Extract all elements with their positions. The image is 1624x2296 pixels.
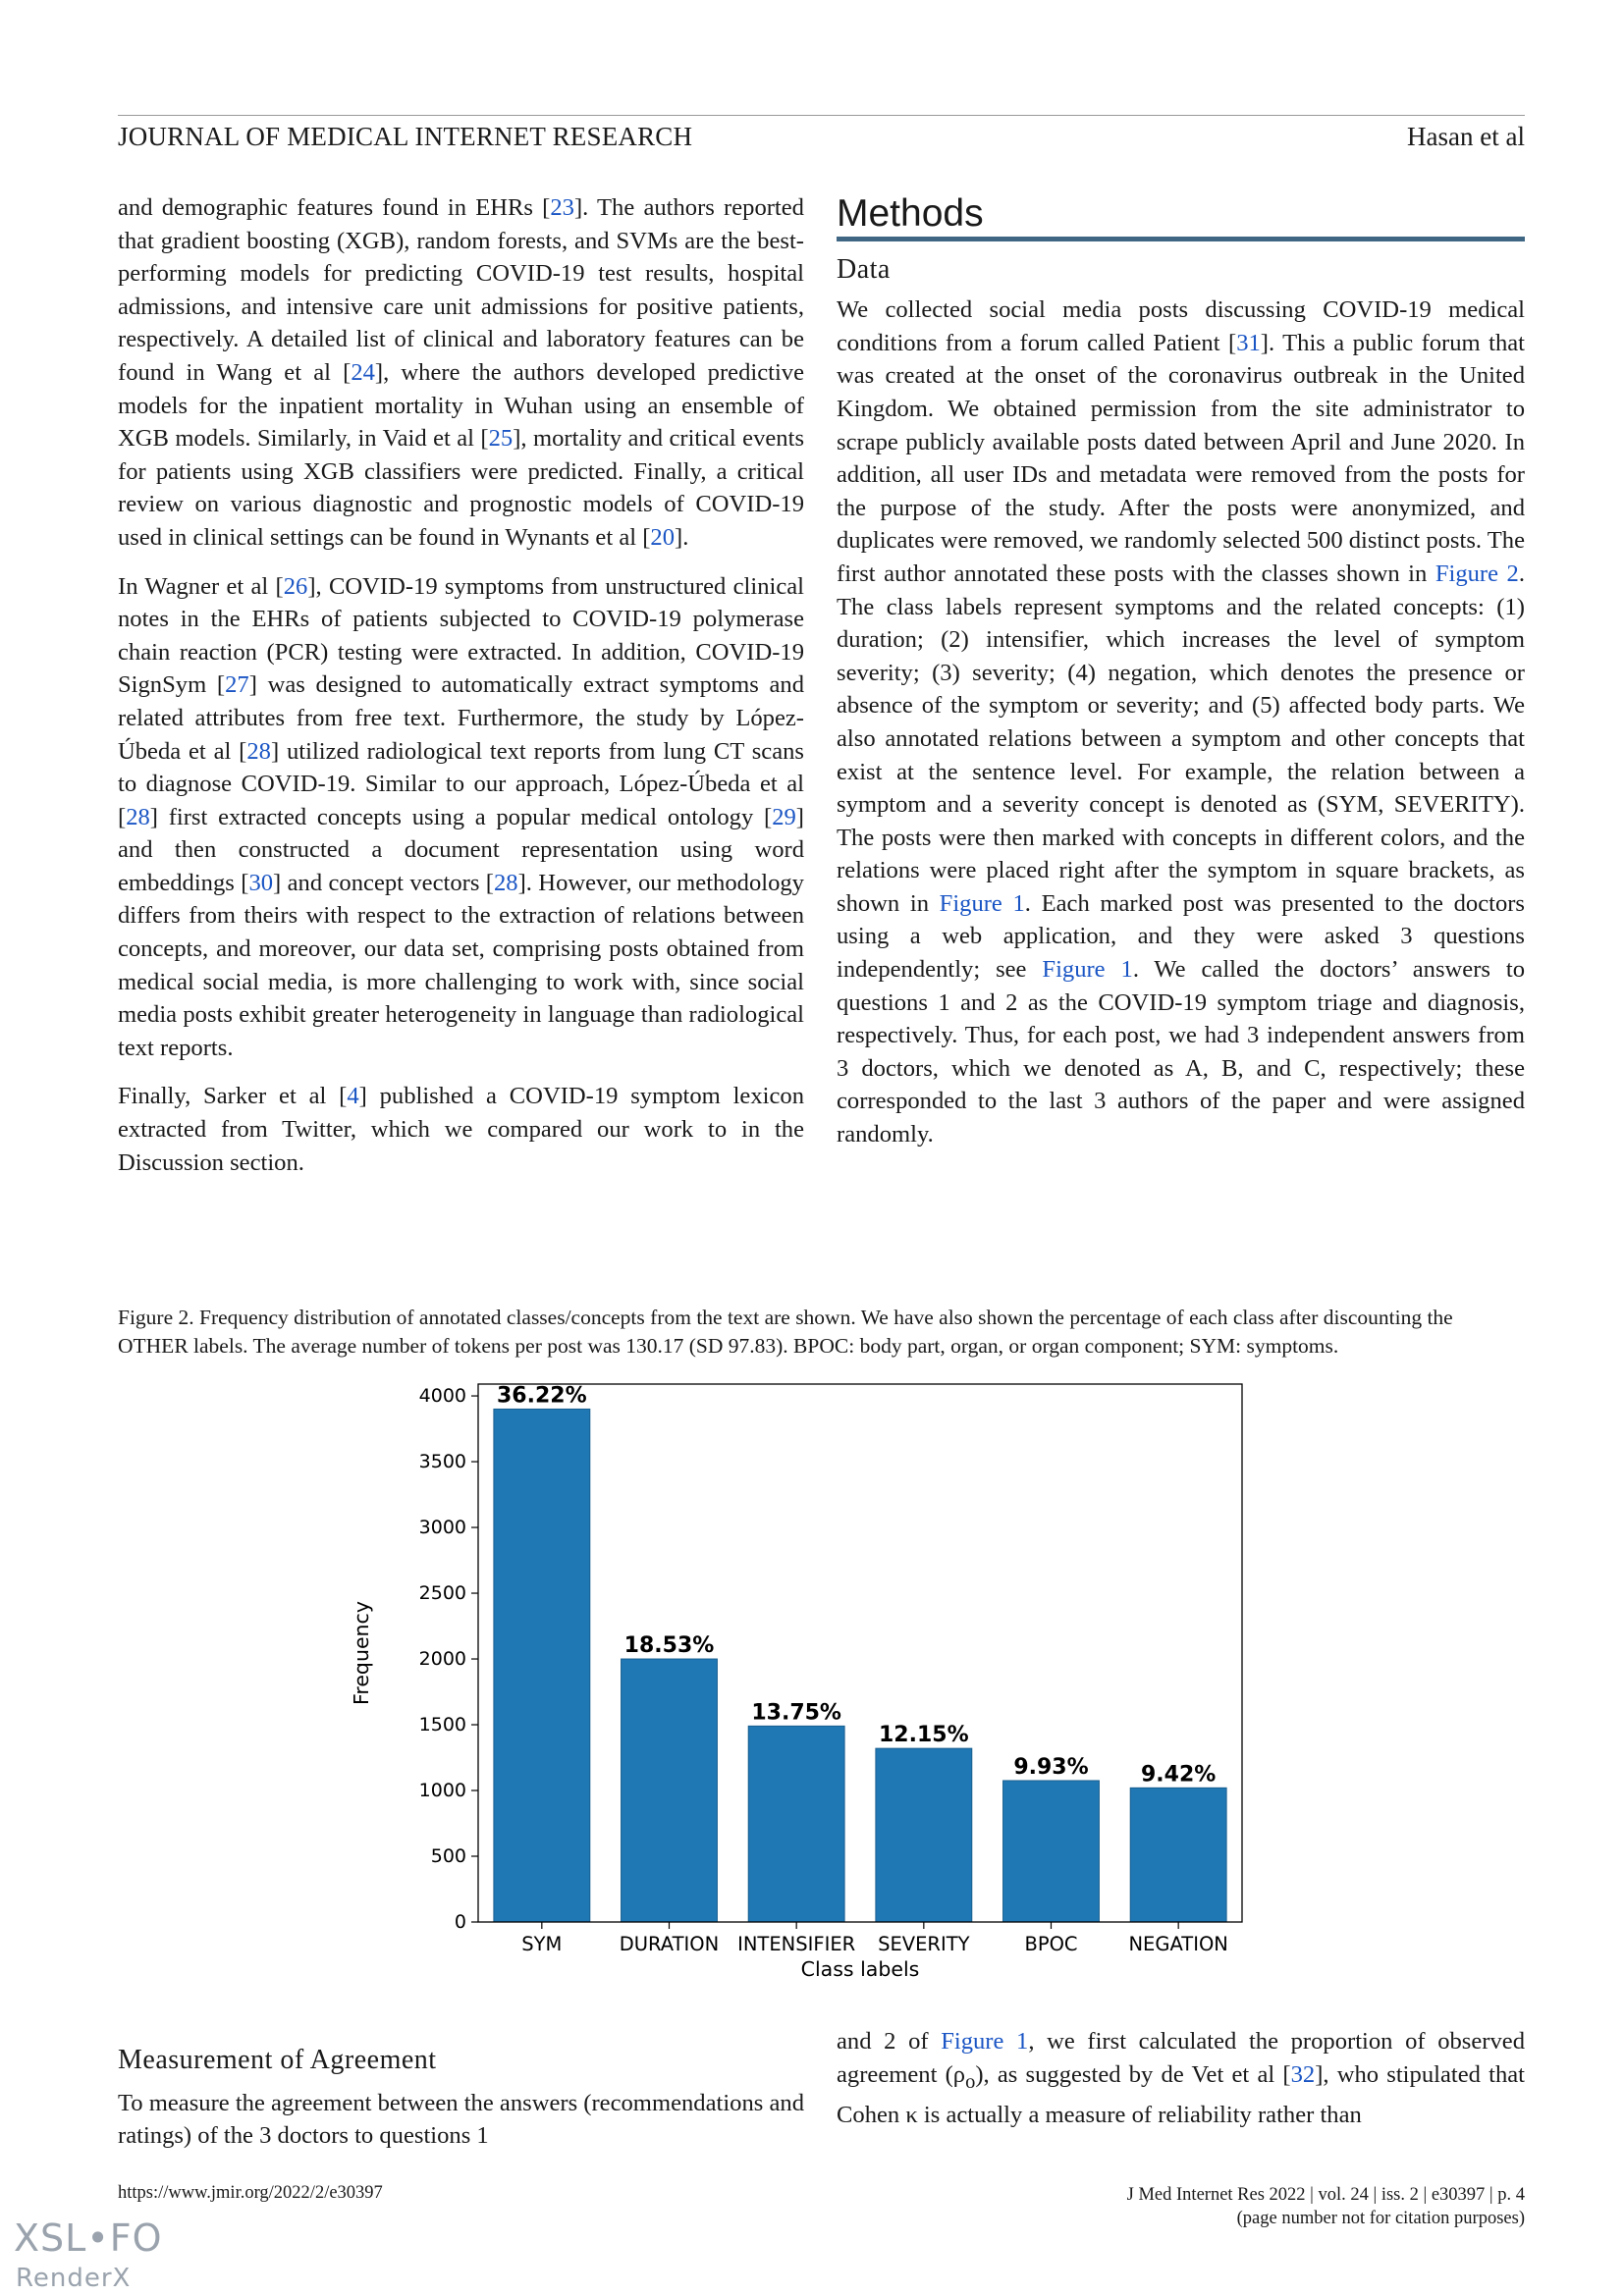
- text-run: ], who stipulated that Cohen κ is actually a measure of reliability rather than: [837, 2060, 1525, 2129]
- subscript: o: [965, 2070, 976, 2093]
- footer-citation: [1127, 2183, 1525, 2230]
- bar: [622, 1659, 718, 1922]
- text-run: . We called the doctors’ answers to questions 1 and 2 as the COVID-19 symptom triage and diagnosis, respectively. Thus, for each post, we had 3 independent answers from 3 doctors, which we denoted as A, B, and C, respectively; these corresponded to the last 3 authors of the paper and were assigned randomly.: [837, 956, 1526, 1148]
- x-tick-label: SYM: [521, 1933, 563, 1955]
- text-run: ), as suggested by de Vet et al [: [975, 2060, 1291, 2088]
- figure-caption: Figure 2. Frequency distribution of annotated classes/concepts from the text are shown. We have also shown the percentage of each class after discounting the OTHER labels. The average number of tokens per post was 130.17 (SD 97.83). BPOC: body part, organ, or organ component; SYM: symptoms.: [118, 1306, 1453, 1358]
- y-tick-label: 2500: [418, 1582, 466, 1605]
- subsection-title-data: Data: [837, 253, 891, 285]
- y-axis-label: Frequency: [350, 1601, 373, 1705]
- text-run: Finally, Sarker et al [: [118, 1083, 348, 1110]
- reference-link[interactable]: 28: [493, 869, 518, 896]
- y-tick-label: 2000: [418, 1648, 466, 1671]
- header-rule: [118, 115, 1525, 116]
- data-label: 18.53%: [623, 1633, 715, 1659]
- text-run: In Wagner et al [: [118, 572, 284, 600]
- text-run: ], COVID-19 symptoms from unstructured clinical notes in the EHRs of patients subjected to COVID-19 polymerase chain reaction (PCR) testing were extracted. In addition, COVID-19 SignSym [: [118, 572, 804, 699]
- reference-link[interactable]: Figure 1: [1042, 956, 1133, 984]
- data-label: 9.93%: [1013, 1754, 1089, 1780]
- data-label: 36.22%: [497, 1383, 587, 1409]
- section-title-methods: Methods: [837, 197, 1525, 241]
- paragraph: [118, 570, 804, 1065]
- citation-line: J Med Internet Res 2022 | vol. 24 | iss. 2 | e30397 | p. 4: [1126, 2185, 1525, 2205]
- text-run: and demographic features found in EHRs [: [118, 194, 551, 221]
- text-run: ]. However, our methodology differs from theirs with respect to the extraction of relations between concepts, and moreover, our data set, comprising posts obtained from medical social media, is more challenging to work with, since social media posts exhibit greater heterogeneity in language than radiological text reports.: [118, 869, 804, 1061]
- y-tick-label: 3500: [418, 1451, 466, 1473]
- paragraph: [118, 2087, 804, 2153]
- paragraph: [118, 1080, 804, 1179]
- text-run: . The class labels represent symptoms and the related concepts: (1) duration; (2) intensifier, which increases the level of symptom severity; (3) severity; (4) negation, which denotes the presence or absence of the symptom or severity; and (5) affected body parts. We also annotated relations between a symptom and other concepts that exist at the sentence level. For example, the relation between a symptom and a severity concept is denoted as (SYM, SEVERITY). The posts were then marked with concepts in different colors, and the relations were placed right after the symptom in square brackets, as shown in: [837, 560, 1525, 917]
- reference-link[interactable]: 26: [283, 572, 308, 600]
- bar-chart: [334, 1372, 1267, 2020]
- data-label: 13.75%: [751, 1700, 841, 1726]
- text-run: ].: [675, 523, 689, 551]
- text-run: ] and concept vectors [: [273, 869, 494, 896]
- right-column: [837, 191, 1525, 1167]
- x-tick-label: SEVERITY: [878, 1933, 970, 1955]
- y-tick-label: 1000: [418, 1780, 466, 1802]
- reference-link[interactable]: 23: [550, 194, 574, 221]
- running-authors: Hasan et al: [1407, 122, 1525, 151]
- reference-link[interactable]: 20: [650, 523, 676, 551]
- paragraph: [837, 2025, 1525, 2132]
- text-run: ] first extracted concepts using a popular medical ontology [: [149, 803, 773, 830]
- xslfo-logo: XSL•FO: [14, 2216, 163, 2260]
- text-run: ] published a COVID-19 symptom lexicon extracted from Twitter, which we compared our work to in the Discussion section.: [118, 1083, 804, 1176]
- paragraph: [118, 191, 804, 555]
- reference-link[interactable]: 25: [488, 425, 514, 453]
- text-run: ]. The authors reported that gradient boosting (XGB), random forests, and SVMs are the best-performing models for predicting COVID-19 test results, hospital admissions, and intensive care unit admissions for positive patients, respectively. A detailed list of clinical and laboratory features can be found in Wang et al [: [118, 194, 804, 386]
- x-tick-label: BPOC: [1024, 1933, 1078, 1955]
- reference-link[interactable]: 24: [351, 358, 375, 386]
- reference-link[interactable]: 4: [347, 1083, 359, 1110]
- x-tick-label: NEGATION: [1128, 1933, 1228, 1955]
- reference-link[interactable]: Figure 1: [939, 889, 1025, 917]
- x-tick-label: INTENSIFIER: [737, 1933, 856, 1955]
- data-label: 9.42%: [1141, 1762, 1217, 1788]
- x-tick-label: DURATION: [619, 1933, 720, 1955]
- x-axis-label: Class labels: [800, 1957, 920, 1981]
- bar: [748, 1726, 844, 1922]
- y-tick-label: 1500: [418, 1714, 466, 1736]
- chart-svg: [334, 1372, 1267, 2020]
- reference-link[interactable]: 31: [1236, 329, 1261, 356]
- reference-link[interactable]: 27: [225, 671, 249, 699]
- footer-url: https://www.jmir.org/2022/2/e30397: [118, 2183, 383, 2203]
- bar: [494, 1409, 590, 1922]
- text-run: . Each marked post was presented to the doctors using a web application, and they were asked 3 questions independently; see: [837, 889, 1526, 984]
- y-tick-label: 3000: [418, 1517, 466, 1539]
- reference-link[interactable]: 32: [1290, 2060, 1316, 2088]
- left-column: [118, 191, 804, 1195]
- reference-link[interactable]: 28: [126, 803, 150, 830]
- bottom-left-column: [118, 2032, 804, 2168]
- bar: [1003, 1781, 1100, 1922]
- reference-link[interactable]: 30: [248, 869, 274, 896]
- text-run: ] was designed to automatically extract symptoms and related attributes from free text. Furthermore, the study by López-Úbeda et al [: [118, 671, 804, 765]
- reference-link[interactable]: 28: [246, 737, 271, 765]
- data-label: 12.15%: [879, 1723, 969, 1748]
- text-run: To measure the agreement between the answers (recommendations and ratings) of the 3 doctors to questions 1: [118, 2089, 804, 2150]
- paragraph: [837, 294, 1525, 1150]
- citation-note: (page number not for citation purposes): [1236, 2209, 1525, 2228]
- text-run: ], mortality and critical events for patients using XGB classifiers were predicted. Finally, a critical review on various diagnostic and prognostic models of COVID-19 used in clinical settings can be found in Wynants et al [: [118, 425, 805, 551]
- subsection-title-measurement: Measurement of Agreement: [118, 2045, 437, 2075]
- reference-link[interactable]: 29: [772, 803, 796, 830]
- bottom-right-column: [837, 2025, 1525, 2148]
- reference-link[interactable]: Figure 1: [941, 2028, 1029, 2055]
- y-tick-label: 500: [430, 1845, 466, 1868]
- text-run: We collected social media posts discussing COVID-19 medical conditions from a forum called Patient [: [837, 296, 1525, 356]
- y-tick-label: 4000: [418, 1385, 466, 1408]
- renderx-logo: RenderX: [16, 2264, 132, 2293]
- text-run: and 2 of: [837, 2028, 942, 2055]
- journal-name: JOURNAL OF MEDICAL INTERNET RESEARCH: [118, 122, 693, 151]
- plot-frame: [478, 1384, 1242, 1922]
- y-tick-label: 0: [454, 1911, 466, 1933]
- text-run: ] utilized radiological text reports from lung CT scans to diagnose COVID-19. Similar to our approach, López-Úbeda et al [: [118, 737, 804, 830]
- reference-link[interactable]: Figure 2: [1435, 560, 1519, 587]
- text-run: ], where the authors developed predictive models for the inpatient mortality in Wuhan using an ensemble of XGB models. Similarly, in Vaid et al [: [118, 358, 804, 453]
- bar: [876, 1748, 972, 1922]
- text-run: ]. This a public forum that was created at the onset of the coronavirus outbreak in the United Kingdom. We obtained permission from the site administrator to scrape publicly available posts dated between April and June 2020. In addition, all user IDs and metadata were removed from the posts for the purpose of the study. After the posts were anonymized, and duplicates were removed, we randomly selected 500 distinct posts. The first author annotated these posts with the classes shown in: [837, 329, 1525, 587]
- text-run: , we first calculated the proportion of observed agreement (ρ: [837, 2028, 1525, 2088]
- bar: [1130, 1788, 1226, 1922]
- text-run: ] and then constructed a document representation using word embeddings [: [118, 803, 804, 896]
